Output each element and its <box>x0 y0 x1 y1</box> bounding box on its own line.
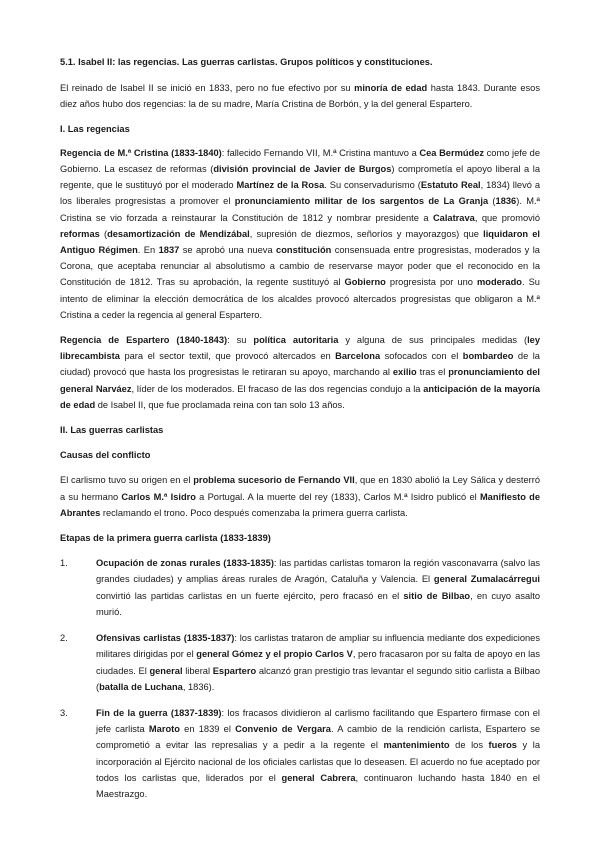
bold-text: fueros <box>488 740 517 751</box>
bold-text: Carlos M.ª Isidro <box>121 491 196 502</box>
text-run: reclamando el trono. Poco después comenzaba la primera guerra carlista. <box>100 507 408 518</box>
text-run: , 1836). <box>182 681 215 692</box>
text-run: ( <box>488 196 496 207</box>
bold-text: Fin de la guerra (1837-1839) <box>96 707 222 718</box>
text-run: , supresión de diezmos, señoríos y mayorazgos) que <box>249 228 484 239</box>
bold-text: reformas <box>60 228 100 239</box>
list-item-text <box>96 633 540 692</box>
subheading-causas: Causas del conflicto <box>60 450 151 461</box>
bold-text: Ofensivas carlistas (1835-1837) <box>96 633 235 644</box>
list-item-fin-guerra <box>60 705 540 802</box>
bold-text: desamortización de Mendizábal <box>107 228 250 239</box>
bold-text: liquidaron el Antiguo Régimen <box>60 228 540 256</box>
text-run: ). M.ª Cristina se vio forzada a reinstaurar la Constitución de 1812 y nombrar presidente a <box>60 196 540 223</box>
bold-text: mantenimiento <box>383 740 450 751</box>
subheading-etapas: Etapas de la primera guerra carlista (1833-1839) <box>60 533 271 544</box>
bold-text: Espartero <box>212 665 257 676</box>
list-item-ocupacion <box>60 555 540 620</box>
text-run: El reinado de Isabel II se inició en 1833, pero no fue efectivo por su <box>60 83 355 94</box>
text-run: : su <box>227 335 254 346</box>
text-run: tras el <box>416 367 449 378</box>
text-run: , que promovió <box>474 212 540 223</box>
paragraph-regencia-espartero <box>60 332 540 413</box>
text-run: : fallecido Fernando VII, M.ª Cristina mantuvo a <box>221 147 420 158</box>
bold-text: Ocupación de zonas rurales (1833-1835) <box>96 558 274 569</box>
text-run: . Su conservadurismo ( <box>324 180 421 191</box>
text-run: alcanzó gran prestigio tras levantar el segundo sitio carlista a Bilbao ( <box>96 665 540 692</box>
bold-text: anticipación de la mayoría de edad <box>60 383 540 410</box>
paragraph-regencia-cristina <box>60 145 540 323</box>
text-run: liberal <box>182 665 213 676</box>
text-run: , líder de los moderados. El fracaso de las dos regencias condujo a la <box>131 383 424 394</box>
text-run: , 1834) llevó a los liberales progresistas a promover el <box>60 180 540 207</box>
text-run: se aprobó una nueva <box>179 245 277 256</box>
text-run: . Su intento de eliminar la elección democrática de los alcaldes provocó altercados progresistas que obligaron a M.ª Cristina a ceder la regencia al general Espartero. <box>60 277 540 320</box>
text-run: a Portugal. A la muerte del rey (1833), Carlos M.ª Isidro publicó el <box>195 491 480 502</box>
bold-text: batalla de Luchana <box>99 681 183 692</box>
bold-text: Calatrava <box>432 212 475 223</box>
section-heading-regencias: I. Las regencias <box>60 123 130 134</box>
bold-text: problema sucesorio de Fernando VII <box>193 475 355 486</box>
list-item-number: 2. <box>60 633 68 644</box>
text-run: , en cuyo asalto murió. <box>96 590 540 617</box>
document-title: 5.1. Isabel II: las regencias. Las guerras carlistas. Grupos políticos y constituciones. <box>60 57 433 67</box>
text-run: para el sector textil, que provocó altercados en <box>119 351 336 362</box>
bold-text: general Gómez y el propio Carlos V <box>196 649 353 660</box>
bold-text: 1836 <box>495 196 517 207</box>
bold-text: Cea Bermúdez <box>419 147 485 158</box>
bold-text: bombardeo <box>462 351 514 362</box>
bold-text: general Zumalacárregui <box>433 574 540 585</box>
text-run: : los carlistas trataron de ampliar su influencia mediante dos expediciones militares dirigidas por el <box>96 633 540 660</box>
text-run: sofocados con el <box>380 351 463 362</box>
text-run: de los <box>449 740 489 751</box>
text-run: , que en 1830 abolió la Ley Sálica y desterró a su hermano <box>60 475 540 502</box>
bold-text: Barcelona <box>335 351 381 362</box>
text-run: y la incorporación al Ejército nacional de los oficiales carlistas que lo deseasen. El acuerdo no fue aceptado por todos los carlistas que, liderados por el <box>96 740 540 783</box>
text-run: : las partidas carlistas tomaron la región vasconavarra (salvo las grandes ciudades) y amplias áreas rurales de Aragón, Cataluña y Valencia. El <box>96 558 541 585</box>
text-run: en 1839 el <box>179 724 236 735</box>
bold-text: Manifiesto de Abrantes <box>60 491 541 518</box>
list-item-ofensivas <box>60 630 540 695</box>
bold-text: general <box>149 665 183 676</box>
bold-text: pronunciamiento del general Narváez <box>60 367 540 394</box>
text-run: ) comprometía el apoyo liberal a la regente, que le sustituyó por el moderado <box>60 164 541 191</box>
text-run: consensuada entre progresistas, moderados y la Corona, que aceptaba renunciar al absolutismo a cambio de reservarse mayor poder que el reconocido en la Constitución de 1812. Tras su aprobación, la regente sustituyó al <box>60 245 540 288</box>
list-item-text <box>96 558 540 617</box>
text-run: , pero fracasaron por su falta de apoyo en las ciudades. El <box>96 649 540 676</box>
text-run: y alguna de sus principales medidas ( <box>338 335 528 346</box>
text-run: . A cambio de la rendición carlista, Espartero se comprometió a evitar las represalias y a pedir a la regente el <box>96 724 541 751</box>
bold-text: constitución <box>276 245 332 256</box>
bold-text: minoría de edad <box>354 83 428 94</box>
text-run: progresista por uno <box>385 277 478 288</box>
text-run: . En <box>137 245 159 256</box>
intro-paragraph <box>60 80 540 112</box>
text-run: de la ciudad) provocó que hasta los progresistas le retiraran su apoyo, marchando al <box>60 351 540 378</box>
section-heading-guerras-carlistas: II. Las guerras carlistas <box>60 425 164 436</box>
bold-text: división provincial de Javier de Burgos <box>213 164 392 175</box>
bold-text: sitio de Bilbao <box>403 590 471 601</box>
bold-text: Estatuto Real <box>420 180 481 191</box>
bold-text: Regencia de Espartero (1840-1843) <box>60 335 228 346</box>
bold-text: 1837 <box>158 245 180 256</box>
list-item-number: 1. <box>60 558 68 569</box>
text-run: , continuaron luchando hasta 1840 en el Maestrazgo. <box>96 772 541 799</box>
text-run: : los fracasos dividieron al carlismo facilitando que Espartero firmase con el jefe carlista <box>96 707 540 735</box>
document-page <box>60 54 540 802</box>
bold-text: política autoritaria <box>253 335 339 346</box>
text-run: hasta 1843. Durante esos diez años hubo dos regencias: la de su madre, María Cristina de Borbón, y la del general Espartero. <box>60 83 540 110</box>
text-run: convirtió las partidas carlistas en un fuerte ejército, pero fracasó en el <box>96 590 404 601</box>
bold-text: Regencia de M.ª Cristina (1833-1840) <box>60 147 222 158</box>
bold-text: Gobierno <box>344 277 386 288</box>
text-run: de Isabel II, que fue proclamada reina con tan solo 13 años. <box>95 399 345 410</box>
bold-text: Maroto <box>148 724 180 735</box>
list-item-number: 3. <box>60 707 68 718</box>
bold-text: moderado <box>477 277 522 288</box>
bold-text: Convenio de Vergara <box>235 724 331 735</box>
bold-text: exilio <box>392 367 417 378</box>
bold-text: ley librecambista <box>60 335 541 362</box>
text-run: ( <box>99 228 108 239</box>
bold-text: pronunciamiento militar de los sargentos de La Granja <box>234 196 489 207</box>
text-run: El carlismo tuvo su origen en el <box>60 475 194 486</box>
bold-text: Martínez de la Rosa <box>236 180 325 191</box>
text-run: como jefe de Gobierno. La escasez de reformas ( <box>60 147 540 175</box>
list-item-text <box>96 708 540 799</box>
paragraph-causas <box>60 472 540 521</box>
bold-text: general Cabrera <box>281 772 356 783</box>
